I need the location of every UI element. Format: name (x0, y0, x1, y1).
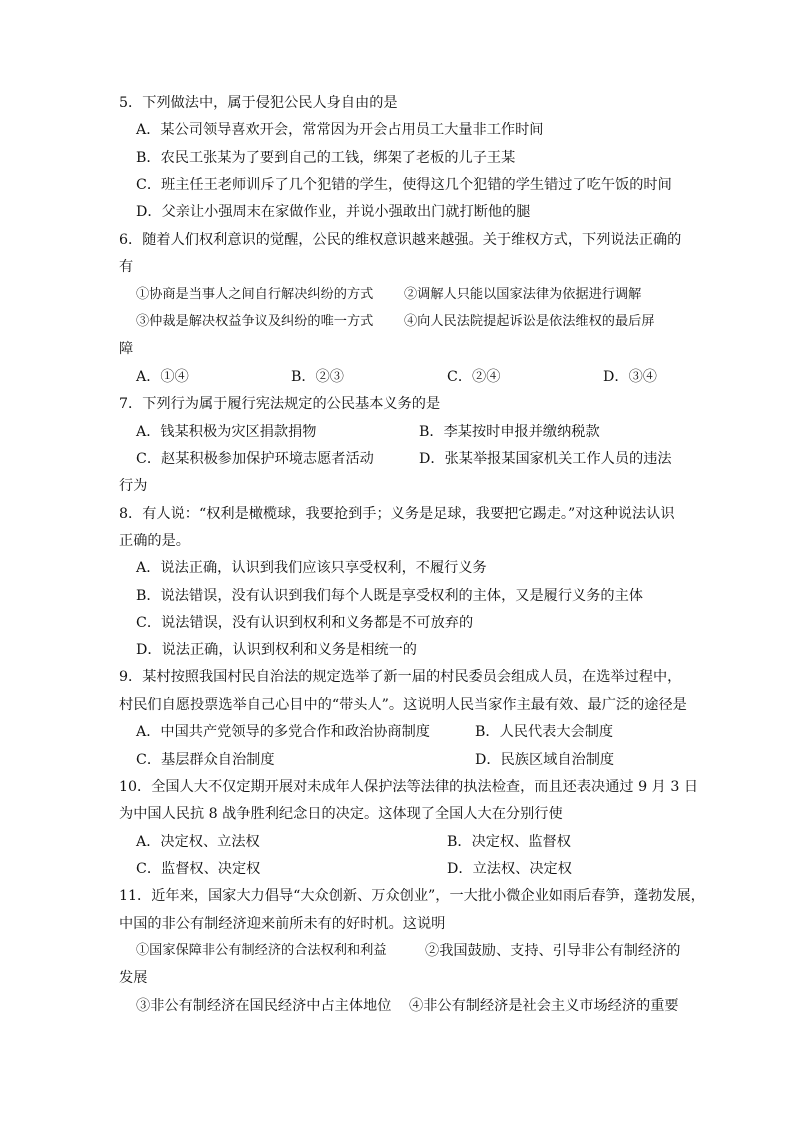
q10-option-c: C．监督权、决定权 (136, 861, 261, 877)
q11-statement-3: ③非公有制经济在国民经济中占主体地位 (136, 998, 392, 1014)
q10-option-b: B．决定权、监督权 (447, 834, 571, 850)
q8-option-b: B．说法错误，没有认识到我们每个人既是享受权利的主体，又是履行义务的主体 (136, 588, 643, 604)
q7-option-c: C．赵某积极参加保护环境志愿者活动 (136, 451, 374, 467)
q9-option-b: B．人民代表大会制度 (475, 724, 614, 740)
q11-statement-1: ①国家保障非公有制经济的合法权利和利益 (136, 943, 387, 958)
q7-option-d-cont: 行为 (119, 478, 148, 494)
q5-stem: 5．下列做法中，属于侵犯公民人身自由的是 (119, 95, 398, 111)
q10-stem-line1: 10．全国人大不仅定期开展对未成年人保护法等法律的执法检查，而且还表决通过 9 月 3 日 (119, 779, 699, 795)
q8-option-a: A．说法正确，认识到我们应该只享受权利，不履行义务 (136, 560, 487, 576)
q9-option-c: C．基层群众自治制度 (136, 752, 275, 768)
q9-stem-line2: 村民们自愿投票选举自己心目中的“带头人”。这说明人民当家作主最有效、最广泛的途径是 (119, 697, 687, 713)
q10-option-d: D．立法权、决定权 (447, 861, 572, 877)
q6-stem-line2: 有 (119, 259, 134, 275)
q10-option-a: A．决定权、立法权 (136, 834, 260, 850)
q8-option-d: D．说法正确，认识到权利和义务是相统一的 (136, 642, 417, 658)
q8-stem-line1: 8．有人说：“权利是橄榄球，我要抢到手；义务是足球，我要把它踢走。”对这种说法认识 (119, 506, 675, 522)
q6-statement-2: ②调解人只能以国家法律为依据进行调解 (404, 287, 642, 302)
q6-statement-3: ③仲裁是解决权益争议及纠纷的唯一方式 (136, 314, 374, 329)
q6-statement-4-cont: 障 (119, 341, 134, 357)
q6-stem-line1: 6．随着人们权利意识的觉醒，公民的维权意识越来越强。关于维权方式，下列说法正确的 (119, 232, 682, 248)
q6-option-d: D．③④ (603, 369, 657, 385)
q10-stem-line2: 为中国人民抗 8 战争胜利纪念日的决定。这体现了全国人大在分别行使 (119, 806, 563, 822)
q6-option-c: C．②④ (447, 369, 501, 385)
q7-option-b: B．李某按时申报并缴纳税款 (419, 424, 600, 440)
q11-statement-4: ④非公有制经济是社会主义市场经济的重要 (409, 998, 679, 1014)
q6-option-a: A．①④ (136, 369, 189, 385)
q11-stem-line1: 11．近年来，国家大力倡导“大众创新、万众创业”，一大批小微企业如雨后春笋，蓬勃发展， (119, 888, 705, 904)
q6-statement-4: ④向人民法院提起诉讼是依法维权的最后屏 (404, 314, 655, 329)
q11-statement-2-cont: 发展 (119, 970, 148, 986)
q11-statement-2: ②我国鼓励、支持、引导非公有制经济的 (425, 943, 681, 959)
q11-stem-line2: 中国的非公有制经济迎来前所未有的好时机。这说明 (119, 916, 446, 932)
q6-statement-1: ①协商是当事人之间自行解决纠纷的方式 (136, 287, 374, 302)
q5-option-b: B．农民工张某为了要到自己的工钱，绑架了老板的儿子王某 (136, 150, 516, 166)
q8-option-c: C．说法错误，没有认识到权利和义务都是不可放弃的 (136, 615, 474, 631)
q8-stem-line2: 正确的是。 (119, 533, 190, 549)
q6-option-b: B．②③ (291, 369, 344, 385)
q9-option-a: A．中国共产党领导的多党合作和政治协商制度 (136, 724, 430, 740)
q7-option-d: D．张某举报某国家机关工作人员的违法 (419, 451, 672, 467)
q7-option-a: A．钱某积极为灾区捐款捐物 (136, 424, 317, 440)
q5-option-d: D．父亲让小强周末在家做作业，并说小强敢出门就打断他的腿 (136, 204, 531, 220)
q7-stem: 7．下列行为属于履行宪法规定的公民基本义务的是 (119, 396, 441, 412)
q9-stem-line1: 9．某村按照我国村民自治法的规定选举了新一届的村民委员会组成人员，在选举过程中， (119, 669, 682, 685)
q5-option-c: C．班主任王老师训斥了几个犯错的学生，使得这几个犯错的学生错过了吃午饭的时间 (136, 177, 672, 193)
q9-option-d: D．民族区域自治制度 (475, 752, 615, 768)
q5-option-a: A．某公司领导喜欢开会，常常因为开会占用员工大量非工作时间 (136, 122, 544, 138)
